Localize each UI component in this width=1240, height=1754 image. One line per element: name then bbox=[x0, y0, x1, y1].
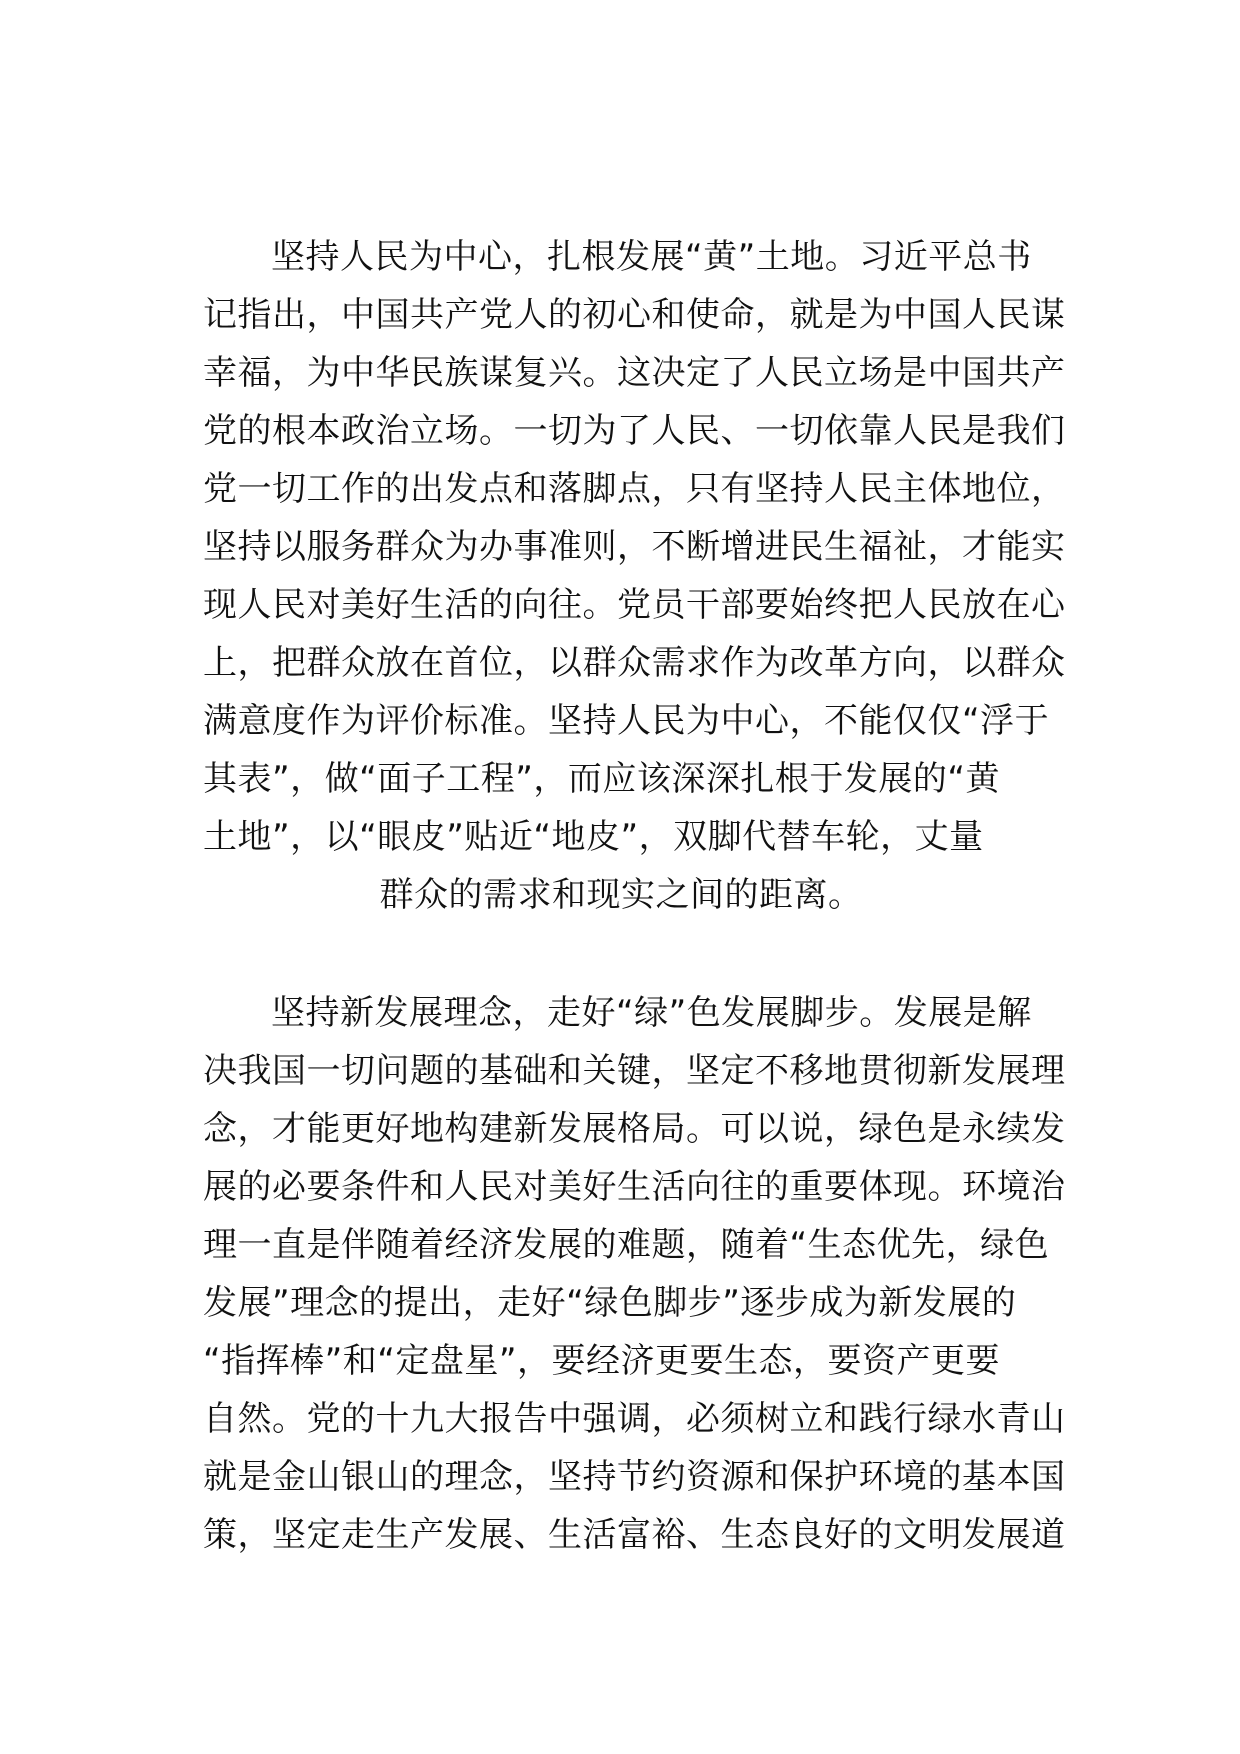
paragraph-line: 党一切工作的出发点和落脚点，只有坚持人民主体地位， bbox=[203, 469, 1066, 509]
paragraph-line: 展的必要条件和人民对美好生活向往的重要体现。环境治 bbox=[203, 1167, 1066, 1207]
paragraph-line: 土地”，以“眼皮”贴近“地皮”，双脚代替车轮，丈量 bbox=[203, 817, 984, 857]
paragraph-line: 理一直是伴随着经济发展的难题，随着“生态优先，绿色 bbox=[203, 1225, 1050, 1265]
paragraph-line: 坚持以服务群众为办事准则，不断增进民生福祉，才能实 bbox=[203, 527, 1066, 567]
paragraph-line: 党的根本政治立场。一切为了人民、一切依靠人民是我们 bbox=[203, 411, 1066, 451]
paragraph-line: 自然。党的十九大报告中强调，必须树立和践行绿水青山 bbox=[203, 1399, 1066, 1439]
paragraph-line: 满意度作为评价标准。坚持人民为中心，不能仅仅“浮于 bbox=[203, 701, 1050, 741]
paragraph-people-centered bbox=[203, 228, 1066, 924]
paragraph-green-development bbox=[203, 984, 1066, 1564]
paragraph-line: 记指出，中国共产党人的初心和使命，就是为中国人民谋 bbox=[203, 295, 1066, 335]
paragraph-line-last: 群众的需求和现实之间的距离。 bbox=[379, 875, 863, 915]
paragraph-line: 决我国一切问题的基础和关键，坚定不移地贯彻新发展理 bbox=[203, 1051, 1066, 1091]
paragraph-line: 念，才能更好地构建新发展格局。可以说，绿色是永续发 bbox=[203, 1109, 1066, 1149]
paragraph-line: 现人民对美好生活的向往。党员干部要始终把人民放在心 bbox=[203, 585, 1066, 625]
paragraph-line: 发展”理念的提出，走好“绿色脚步”逐步成为新发展的 bbox=[203, 1283, 1017, 1323]
paragraph-line: 策，坚定走生产发展、生活富裕、生态良好的文明发展道 bbox=[203, 1515, 1066, 1555]
paragraph-line: 其表”，做“面子工程”，而应该深深扎根于发展的“黄 bbox=[203, 759, 1000, 799]
paragraph-line: 幸福，为中华民族谋复兴。这决定了人民立场是中国共产 bbox=[203, 353, 1066, 393]
paragraph-line: “指挥棒”和“定盘星”，要经济更要生态，要资产更要 bbox=[203, 1341, 1000, 1381]
paragraph-line: 坚持人民为中心，扎根发展“黄”土地。习近平总书 bbox=[271, 237, 1032, 277]
paragraph-line: 就是金山银山的理念，坚持节约资源和保护环境的基本国 bbox=[203, 1457, 1066, 1497]
paragraph-line: 上，把群众放在首位，以群众需求作为改革方向，以群众 bbox=[203, 643, 1066, 683]
paragraph-line: 坚持新发展理念，走好“绿”色发展脚步。发展是解 bbox=[271, 993, 1032, 1033]
